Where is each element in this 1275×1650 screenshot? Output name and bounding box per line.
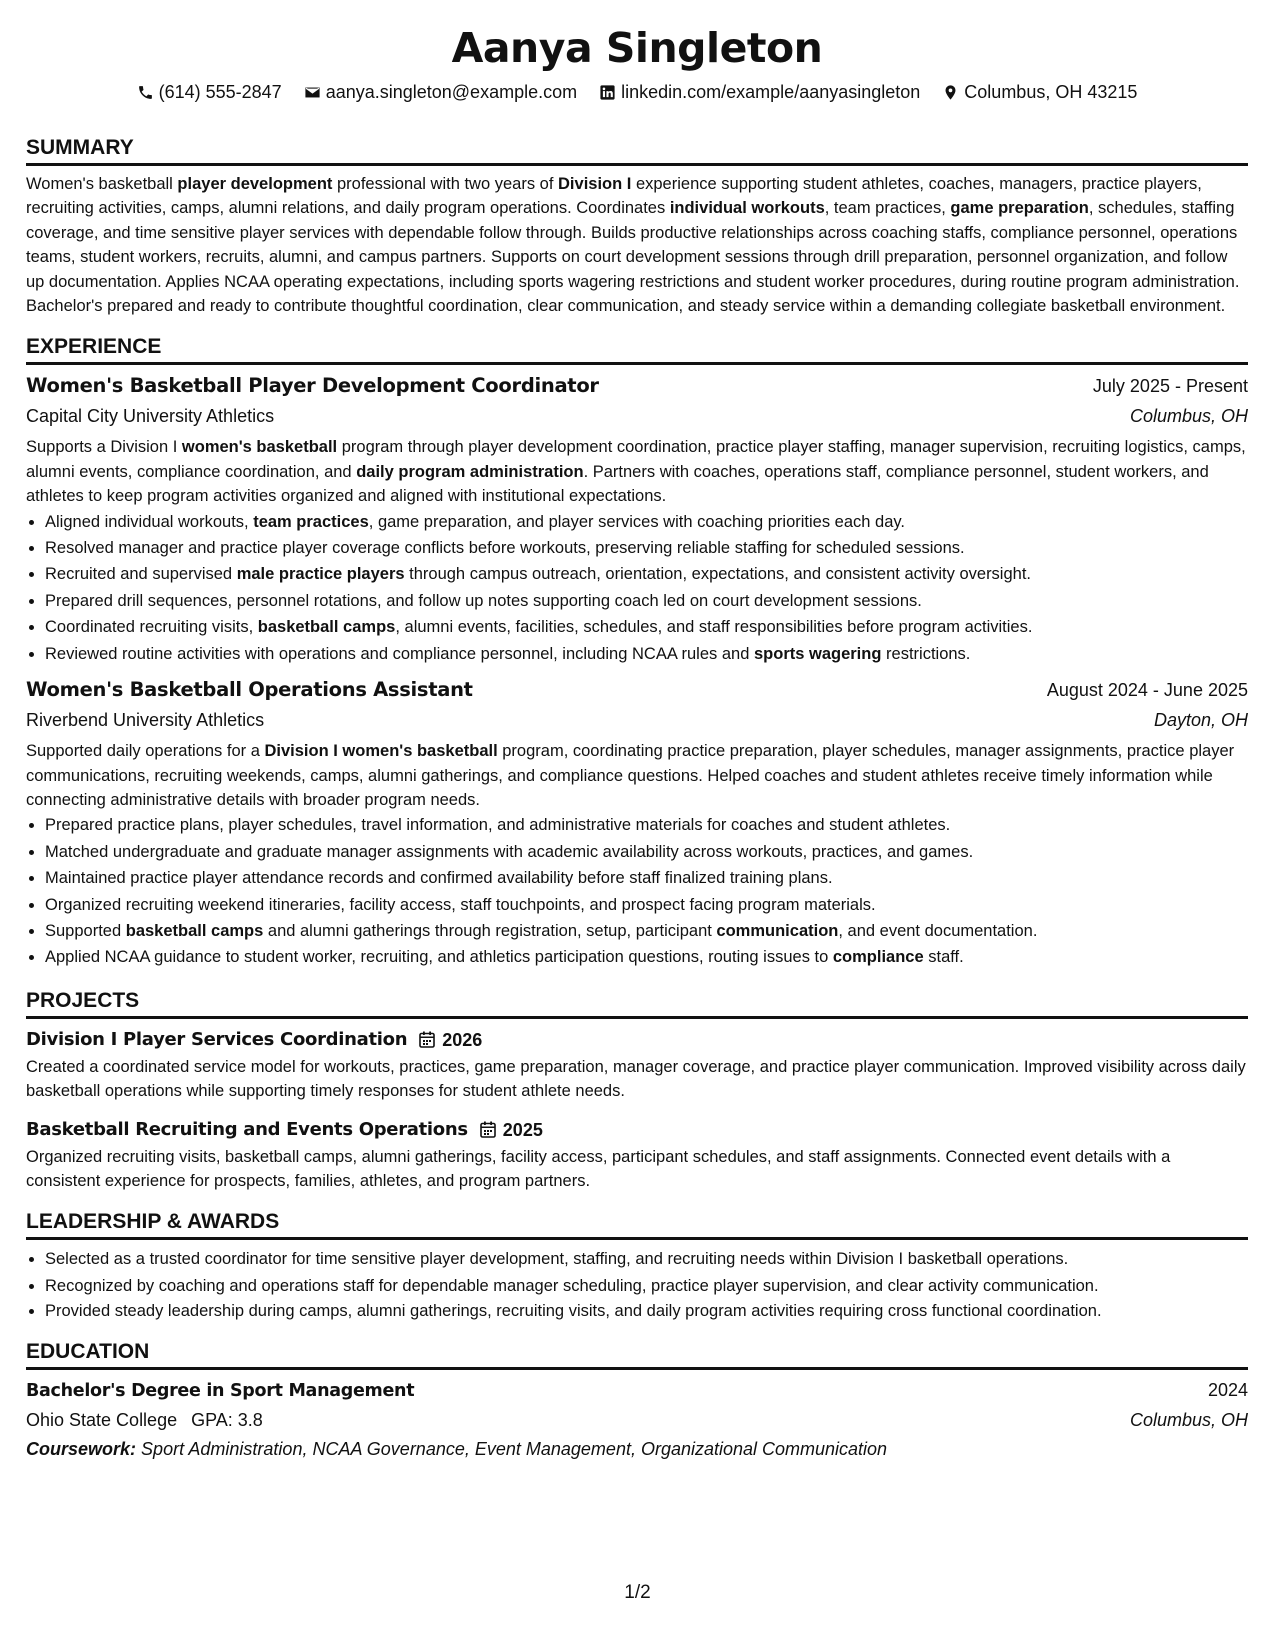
project-title: Division I Player Services Coordination (26, 1028, 408, 1050)
bullet-item (45, 865, 1248, 891)
text-run: Recruited and supervised (45, 565, 237, 584)
job-entry (26, 675, 1248, 971)
bullet-item (45, 812, 1248, 838)
project-year (480, 1115, 543, 1145)
project-year (419, 1025, 482, 1055)
experience-section (26, 333, 1248, 970)
job-entry (26, 371, 1248, 667)
bold-text: communication (716, 921, 839, 940)
project-description: Organized recruiting visits, basketball camps, alumni gatherings, facility access, participant schedules, and staff assignments. Connected event details with a consistent experience for prospects, families, athletes, and program partners. (26, 1147, 1171, 1190)
summary-text (26, 172, 1248, 318)
text-run: , schedules, staffing coverage, and time sensitive player services with dependable follow through. Builds productive relationships across coaching staffs, compliance personnel, operations teams, student workers, recruits, alumni, and campus partners. Supports on court development sessions through drill preparation, personnel organization, and follow up documentation. Applies NCAA operating expectations, including sports wagering restrictions and student worker procedures, during routine program administration. Bachelor's prepared and ready to contribute thoughtful coordination, clear communication, and steady service within a demanding collegiate basketball environment. (26, 199, 1240, 316)
education-year: 2024 (1207, 1380, 1248, 1401)
projects-section (26, 987, 1248, 1194)
email-text: aanya.singleton@example.com (325, 82, 578, 102)
text-run: , game preparation, and player services with coaching priorities each day. (368, 512, 906, 531)
list-item: • Selected as a trusted coordinator for time sensitive player development, staffing, and recruiting needs within Division I basketball operations. (45, 1246, 1248, 1272)
bullet-item (45, 641, 1248, 667)
text-run: Women's basketball (26, 175, 178, 193)
bullet-item (45, 614, 1248, 640)
job-header (26, 371, 1248, 401)
phone-text: (614) 555-2847 (158, 82, 282, 102)
text-run: Applied NCAA guidance to student worker, recruiting, and athletics participation questions, routing issues to (45, 948, 833, 967)
bold-text: Division I women's basketball (264, 742, 498, 761)
coursework-label: Coursework: (26, 1439, 137, 1460)
coursework-text: Sport Administration, NCAA Governance, Event Management, Organizational Communication (141, 1439, 888, 1460)
project-header (26, 1115, 1248, 1145)
job-bullets (26, 509, 1248, 667)
text-run: Reviewed routine activities with operations and compliance personnel, including NCAA rules and (45, 644, 754, 663)
bold-text: male practice players (236, 565, 405, 584)
contact-email[interactable] (304, 80, 577, 104)
summary-section (26, 134, 1248, 318)
job-title: Women's Basketball Operations Assistant (26, 678, 473, 702)
phone-icon (137, 84, 154, 101)
job-subheader (26, 401, 1248, 431)
list-item: • Provided steady leadership during camps, alumni gatherings, recruiting visits, and daily program activities requiring cross functional coordination. (45, 1299, 1248, 1323)
text-run: restrictions. (881, 644, 971, 663)
bold-text: Division I (558, 175, 632, 193)
calendar-icon (480, 1121, 496, 1138)
job-title: Women's Basketball Player Development Coordinator (26, 374, 599, 398)
text-run: program through player development coordination, practice player staffing, manager supervision, recruiting logistics, camps, alumni events, compliance coordination, and (26, 438, 1246, 481)
map-pin-icon (942, 84, 959, 101)
bold-text: team practices (253, 512, 369, 531)
project-entry (26, 1025, 1248, 1104)
linkedin-icon (599, 84, 616, 101)
bold-text: basketball camps (257, 618, 396, 637)
section-title-projects: PROJECTS (26, 987, 1248, 1019)
contact-linkedin[interactable] (599, 80, 920, 104)
job-subheader (26, 705, 1248, 735)
bullet-item (45, 839, 1248, 865)
text-run: through campus outreach, orientation, expectations, and consistent activity oversight. (404, 565, 1031, 584)
location-text: Columbus, OH 43215 (964, 82, 1138, 102)
text-run: staff. (923, 948, 964, 967)
leadership-section (26, 1208, 1248, 1323)
bold-text: compliance (832, 948, 924, 967)
text-run: Maintained practice player attendance records and confirmed availability before staff finalized training plans. (45, 869, 833, 888)
section-title-leadership: LEADERSHIP & AWARDS (26, 1208, 1248, 1240)
text-run: Aligned individual workouts, (45, 512, 254, 531)
text-run: Matched undergraduate and graduate manager assignments with academic availability across workouts, practices, and games. (45, 842, 974, 861)
project-entry (26, 1115, 1248, 1194)
text-run: , team practices, (824, 199, 951, 218)
project-year-text: 2026 (442, 1029, 483, 1050)
text-run: experience supporting student athletes, coaches, managers, practice players, recruiting activities, camps, alumni relations, and daily program operations. Coordinates (26, 175, 1202, 218)
calendar-icon (419, 1031, 435, 1048)
text-run: , alumni events, facilities, schedules, and staff responsibilities before program activities. (395, 618, 1033, 637)
text-run: . Partners with coaches, operations staff, compliance personnel, student workers, and athletes to keep program activities organized and aligned with institutional expectations. (26, 462, 1209, 506)
education-location: Columbus, OH (1129, 1410, 1248, 1431)
section-title-education: EDUCATION (26, 1338, 1248, 1370)
education-subheader (26, 1406, 1248, 1435)
job-location: Dayton, OH (1153, 710, 1248, 731)
bold-text: women's basketball (181, 438, 338, 457)
project-header (26, 1025, 1248, 1055)
text-run: Prepared practice plans, player schedules, travel information, and administrative materials for coaches and student athletes. (45, 816, 951, 835)
candidate-name: Aanya Singleton (451, 24, 823, 72)
text-run: professional with two years of (332, 175, 559, 193)
education-school-line (26, 1406, 263, 1435)
bold-text: player development (177, 175, 333, 193)
bullet-item (45, 918, 1248, 944)
project-year-text: 2025 (502, 1119, 543, 1140)
project-title: Basketball Recruiting and Events Operations (26, 1118, 468, 1140)
bullet-item (45, 535, 1248, 561)
bold-text: game preparation (950, 199, 1089, 218)
text-run: Supported daily operations for a (26, 742, 265, 761)
education-section (26, 1338, 1248, 1464)
education-degree: Bachelor's Degree in Sport Management (26, 1381, 415, 1402)
bold-text: basketball camps (125, 921, 264, 940)
bold-text: individual workouts (669, 199, 825, 218)
job-location: Columbus, OH (1129, 406, 1248, 427)
text-run: Prepared drill sequences, personnel rotations, and follow up notes supporting coach led on court development sessions. (45, 591, 922, 610)
resume-page (26, 20, 1248, 1464)
text-run: Supports a Division I (26, 438, 182, 457)
contact-location (942, 80, 1137, 104)
education-school: Ohio State College (26, 1410, 178, 1431)
job-bullets (26, 812, 1248, 970)
bullet-item (45, 588, 1248, 614)
text-run: program, coordinating practice preparation, player schedules, manager assignments, practice player communications, recruiting weekends, camps, alumni gatherings, and compliance questions. Helped coaches and student athletes receive timely information while connecting administrative details with broader program needs. (26, 742, 1235, 809)
contact-phone (137, 80, 282, 104)
contact-line (26, 80, 1248, 104)
section-title-experience: EXPERIENCE (26, 333, 1248, 365)
job-org: Capital City University Athletics (26, 406, 275, 427)
job-intro (26, 739, 1248, 812)
text-run: Supported (45, 921, 126, 940)
job-dates: July 2025 - Present (1092, 376, 1248, 397)
bullet-item (45, 944, 1248, 970)
text-run: and alumni gatherings through registration, setup, participant (263, 921, 717, 940)
text-run: Organized recruiting weekend itineraries, facility access, staff touchpoints, and prospect facing program materials. (45, 895, 876, 914)
job-dates: August 2024 - June 2025 (1046, 680, 1248, 701)
bold-text: sports wagering (753, 644, 882, 663)
education-gpa: GPA: 3.8 (191, 1410, 263, 1431)
bullet-item (45, 561, 1248, 587)
job-intro (26, 435, 1248, 508)
list-item: • Recognized by coaching and operations staff for dependable manager scheduling, practice player supervision, and clear activity communication. (45, 1273, 1248, 1299)
text-run: , and event documentation. (838, 921, 1038, 940)
linkedin-text: linkedin.com/example/aanyasingleton (621, 82, 921, 102)
page-number: 1/2 (624, 1582, 651, 1603)
education-header (26, 1376, 1248, 1406)
education-coursework (26, 1435, 1248, 1464)
job-org: Riverbend University Athletics (26, 710, 265, 731)
envelope-icon (304, 84, 321, 101)
project-description: Created a coordinated service model for workouts, practices, game preparation, manager coverage, and practice player communication. Improved visibility across daily basketball operations while supporting timely responses for student athlete needs. (26, 1057, 1246, 1101)
bold-text: daily program administration (356, 462, 584, 481)
text-run: Coordinated recruiting visits, (45, 618, 258, 637)
bullet-item (45, 509, 1248, 535)
text-run: Resolved manager and practice player coverage conflicts before workouts, preserving reliable staffing for scheduled sessions. (45, 539, 965, 558)
section-title-summary: SUMMARY (26, 134, 1248, 166)
leadership-bullets (26, 1246, 1248, 1323)
bullet-item (45, 892, 1248, 918)
job-header (26, 675, 1248, 705)
